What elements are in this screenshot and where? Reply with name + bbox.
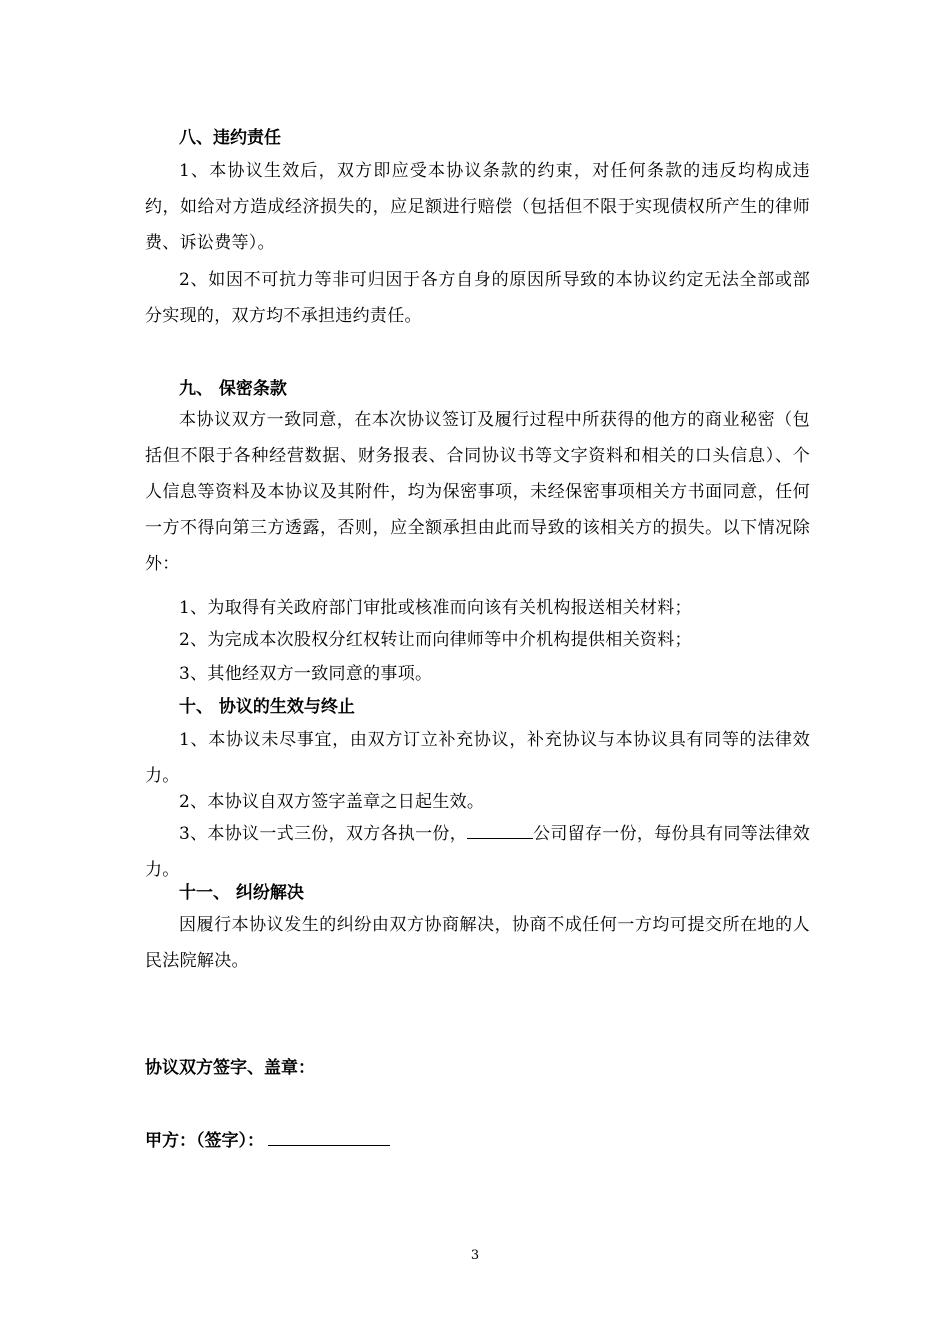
section-10-paragraph-2: 2、本协议自双方签字盖章之日起生效。 bbox=[179, 792, 485, 812]
section-8-paragraph-1: 1、本协议生效后，双方即应受本协议条款的约束，对任何条款的违反均构成违约，如给对方造成经济损失的，应足额进行赔偿（包括但不限于实现债权所产生的律师费、诉讼费等）。 bbox=[145, 161, 810, 253]
section-11-paragraph: 因履行本协议发生的纠纷由双方协商解决，协商不成任何一方均可提交所在地的人民法院解决。 bbox=[145, 915, 810, 971]
section-9-item-1: 1、为取得有关政府部门审批或核准而向该有关机构报送相关材料； bbox=[179, 598, 692, 618]
section-9-item-2: 2、为完成本次股权分红权转让而向律师等中介机构提供相关资料； bbox=[179, 630, 692, 650]
signature-title: 协议双方签字、盖章： bbox=[145, 1058, 315, 1078]
page-number: 3 bbox=[470, 1248, 480, 1263]
section-8-heading: 八、违约责任 bbox=[179, 128, 281, 148]
section-8-paragraph-2: 2、如因不可抗力等非可归因于各方自身的原因所导致的本协议约定无法全部或部分实现的，双方均不承担违约责任。 bbox=[145, 270, 810, 326]
party-a-signature bbox=[145, 1125, 810, 1154]
section-9-heading: 九、 保密条款 bbox=[179, 379, 287, 399]
section-9-paragraph: 本协议双方一致同意，在本次协议签订及履行过程中所获得的他方的商业秘密（包括但不限于各种经营数据、财务报表、合同协议书等文字资料和相关的口头信息）、个人信息等资料及本协议及其附件，均为保密事项，未经保密事项相关方书面同意，任何一方不得向第三方透露，否则，应全额承担由此而导致的该相关方的损失。以下情况除外： bbox=[145, 410, 810, 574]
section-10-p3-start: 3、本协议一式三份，双方各执一份， bbox=[179, 824, 468, 844]
section-10-p3-end: 公司留存一份，每份具有同等法律效力。 bbox=[145, 824, 810, 880]
party-a-signature-line bbox=[268, 1125, 390, 1146]
section-10-paragraph-1: 1、本协议未尽事宜，由双方订立补充协议，补充协议与本协议具有同等的法律效力。 bbox=[145, 730, 810, 786]
party-a-label: 甲方：（签字）： bbox=[145, 1131, 264, 1151]
company-blank-line bbox=[467, 820, 533, 839]
section-9-item-3: 3、其他经双方一致同意的事项。 bbox=[179, 664, 433, 684]
section-10-paragraph-3 bbox=[145, 816, 810, 888]
section-10-heading: 十、 协议的生效与终止 bbox=[179, 697, 355, 717]
section-11-heading: 十一、 纠纷解决 bbox=[179, 883, 304, 903]
